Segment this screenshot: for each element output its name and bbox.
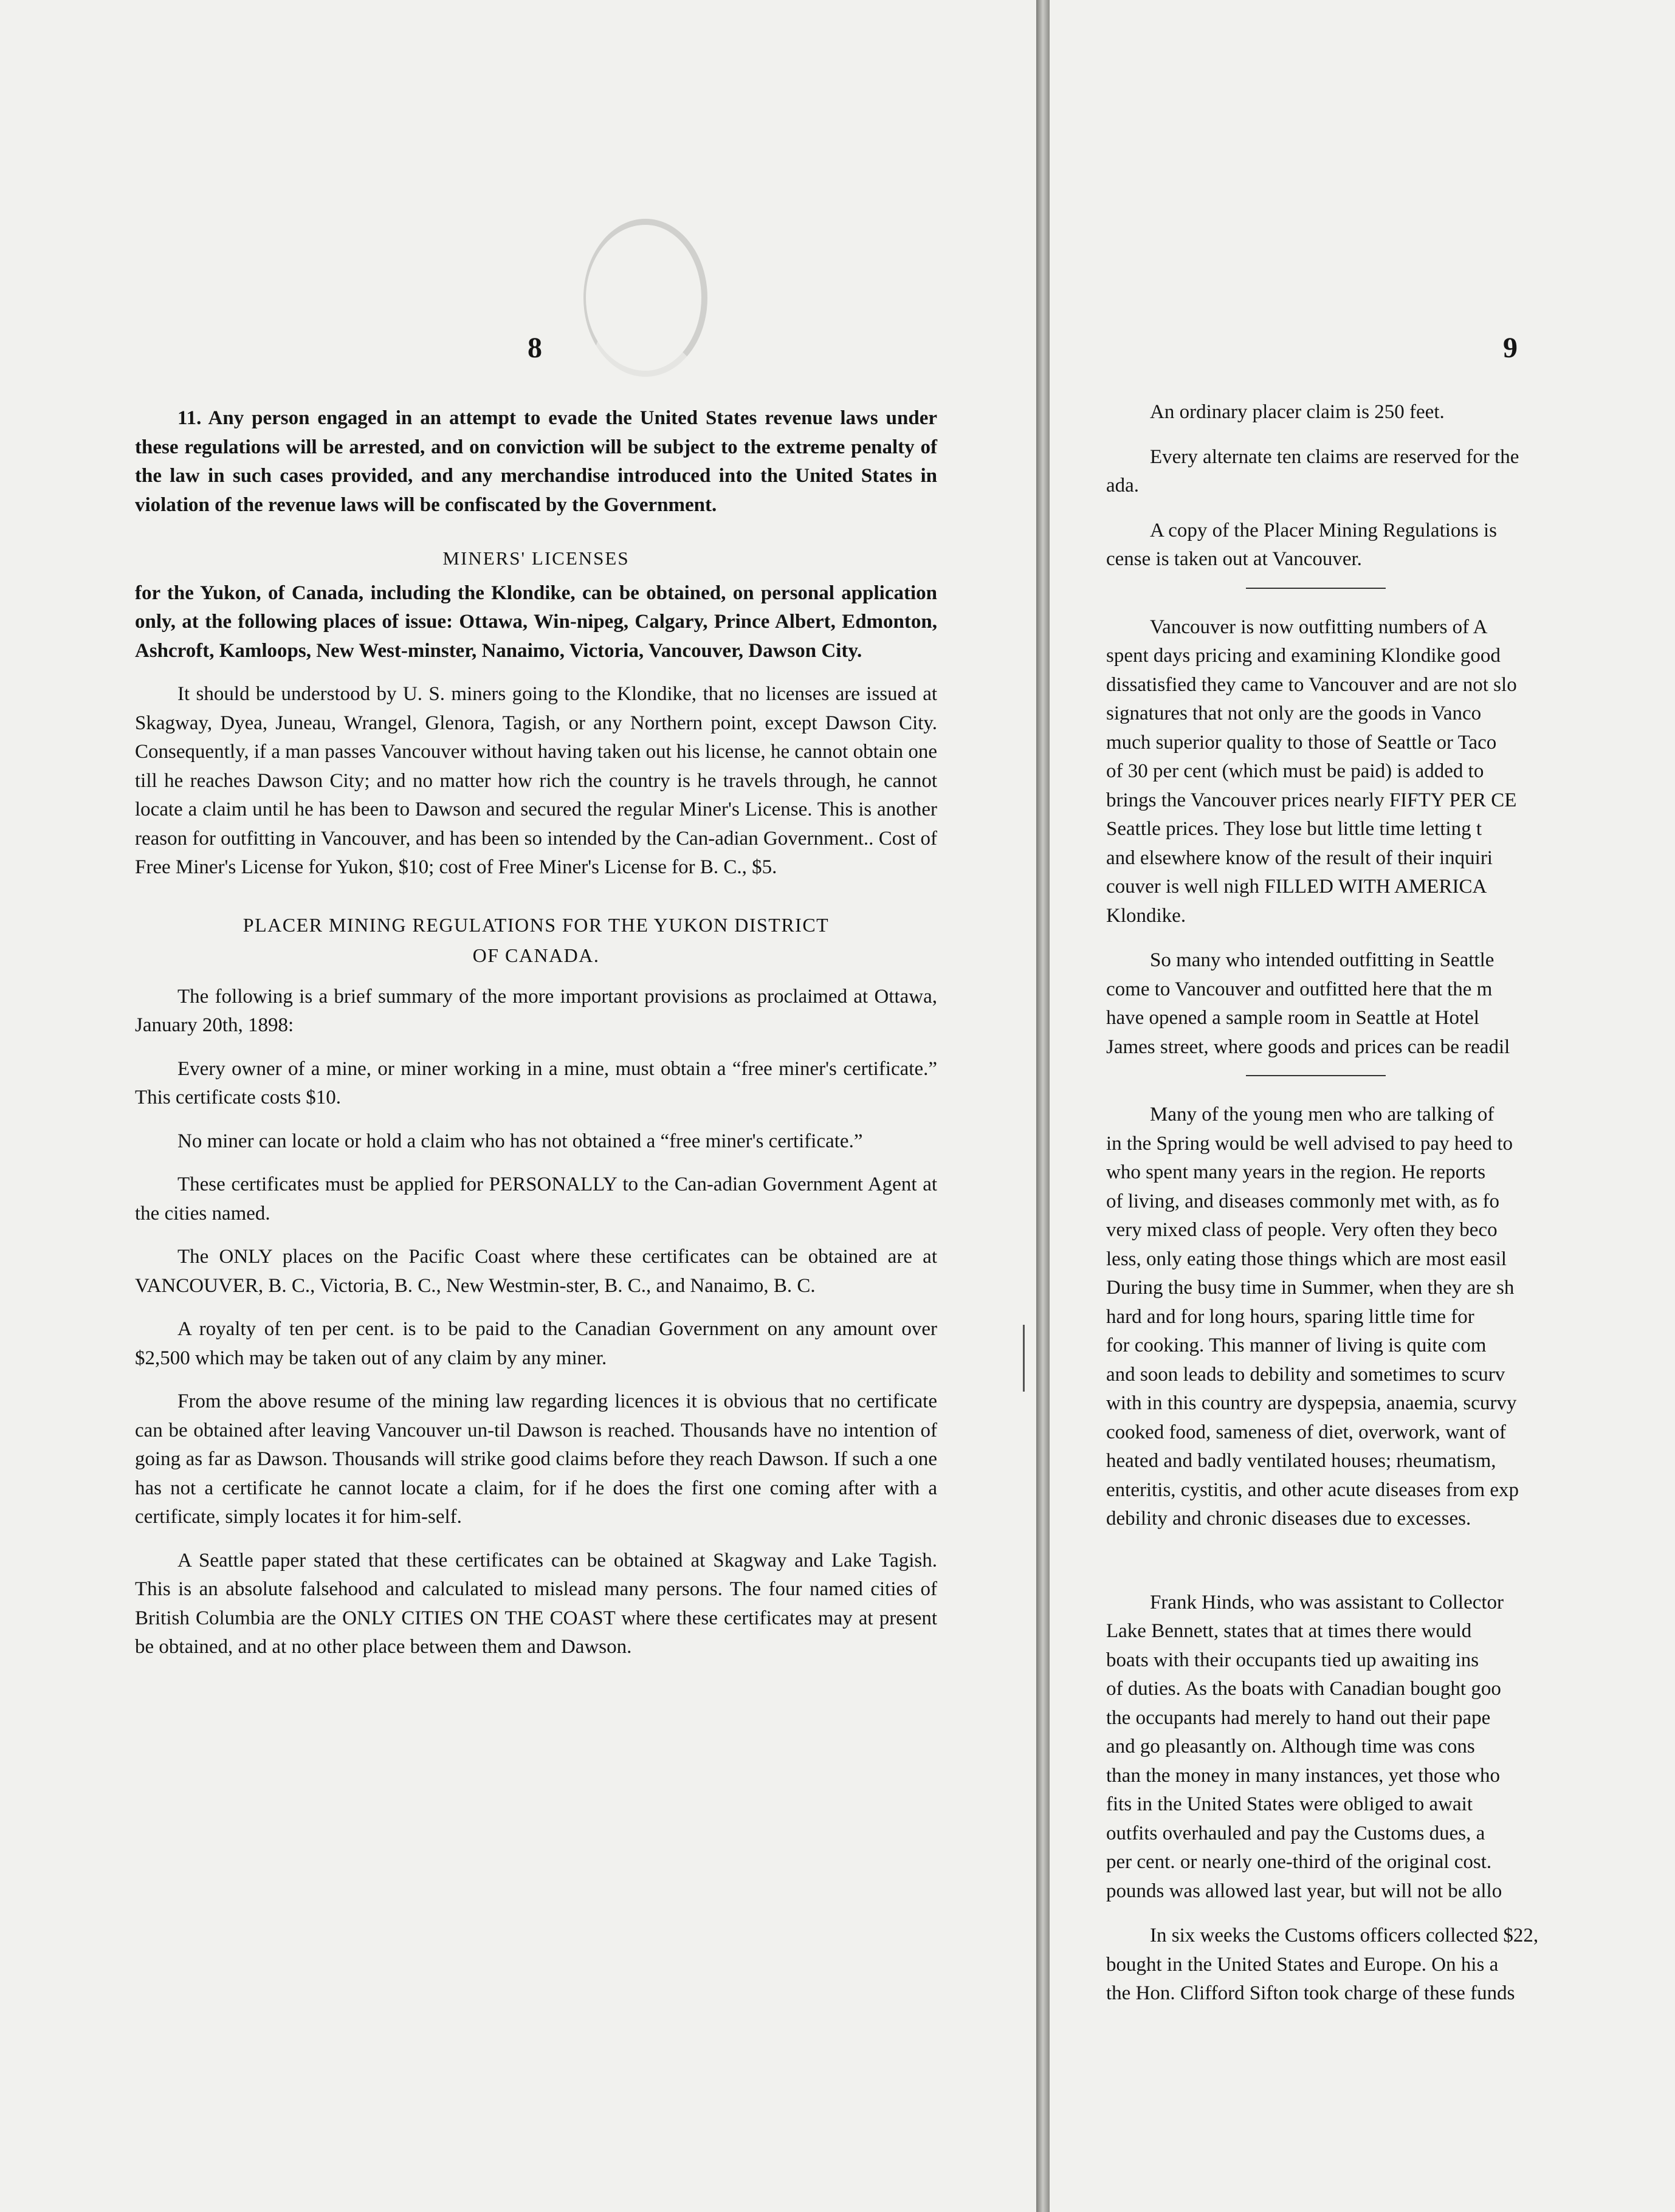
text-line: enteritis, cystitis, and other acute diseases from exp bbox=[1106, 1479, 1519, 1501]
text-line: present be obtained, and at no other place between them and Dawson. bbox=[135, 1607, 938, 1658]
text-line: 11. Any person engaged in an attempt to evade the United States bbox=[177, 407, 757, 429]
right-block-4 bbox=[1106, 1589, 1675, 2008]
placer-heading-line2: OF CANADA. bbox=[472, 944, 600, 966]
placer-heading bbox=[135, 910, 937, 970]
text-line: spent days pricing and examining Klondike good bbox=[1106, 645, 1501, 667]
placer-heading-line1: PLACER MINING REGULATIONS FOR THE YUKON DISTRICT bbox=[242, 913, 830, 936]
text-line: Many of the young men who are talking of bbox=[1150, 1104, 1494, 1125]
right-page-text bbox=[1106, 398, 1675, 2008]
text-line: obtain one till he reaches Dawson City; and no matter how rich the bbox=[135, 741, 938, 792]
page-number-left: 8 bbox=[528, 332, 542, 364]
text-line: for cooking. This manner of living is quite com bbox=[1106, 1334, 1487, 1356]
section-rule-2 bbox=[1246, 1075, 1386, 1076]
text-line: Dawson. Thousands will strike good claims before they reach Dawson. bbox=[256, 1448, 829, 1470]
text-line: in the Spring would be well advised to pay heed to bbox=[1106, 1132, 1513, 1155]
text-line: boats with their occupants tied up awaiting ins bbox=[1106, 1649, 1479, 1671]
text-line: the ONLY CITIES ON THE COAST where these certificates may at bbox=[311, 1607, 873, 1629]
summary-paragraph bbox=[135, 983, 937, 1040]
text-line: per cent. or nearly one-third of the original cost. bbox=[1106, 1851, 1492, 1873]
text-line: to mislead many persons. The four named cities of British Columbia are bbox=[135, 1578, 937, 1629]
text-line: obvious that no certificate can be obtained after leaving Vancouver un- bbox=[135, 1390, 938, 1441]
text-line: no licenses are issued at Skagway, Dyea, Juneau, Wrangel, Glenora, bbox=[135, 683, 938, 734]
miners-licenses-heading: MINERS' LICENSES bbox=[442, 548, 630, 569]
right-block-3 bbox=[1106, 1101, 1675, 1534]
text-line: heated and badly ventilated houses; rheumatism, bbox=[1106, 1450, 1496, 1472]
text-line: any miner. bbox=[521, 1347, 607, 1369]
text-line: will be subject to the extreme penalty of the law in such cases provided, bbox=[135, 436, 938, 487]
text-line: much superior quality to those of Seattle or Taco bbox=[1106, 731, 1497, 754]
text-line: with in this country are dyspepsia, anaemia, scurvy bbox=[1106, 1392, 1517, 1414]
right-block-2 bbox=[1106, 613, 1675, 1062]
royalty-paragraph bbox=[135, 1315, 937, 1373]
text-line: come to Vancouver and outfitted here that the m bbox=[1106, 978, 1493, 1000]
left-page-text bbox=[135, 404, 937, 1677]
text-line: a man passes Vancouver without having taken out his license, he cannot bbox=[271, 741, 848, 763]
page-stain bbox=[583, 219, 707, 377]
resume-paragraph bbox=[135, 1387, 937, 1532]
text-line: Klondike. bbox=[1106, 904, 1186, 927]
page-number-right: 9 bbox=[1503, 332, 1518, 364]
text-line: and elsewhere know of the result of their inquiri bbox=[1106, 847, 1493, 869]
text-line: signatures that not only are the goods in Vanco bbox=[1106, 702, 1482, 724]
text-line: The ONLY places on the Pacific Coast where these certificates can bbox=[177, 1246, 769, 1268]
understood-paragraph bbox=[135, 680, 937, 882]
text-line: If such a one has not a certificate he cannot locate a claim, for if he does bbox=[135, 1448, 938, 1499]
text-line: cooked food, sameness of diet, overwork, want of bbox=[1106, 1421, 1506, 1443]
text-line: on any amount over $2,500 which may be taken out of any claim by bbox=[135, 1318, 937, 1369]
text-line: to Dawson and secured the regular Miner's License. This is another bbox=[394, 799, 937, 820]
text-line: for the Yukon, of Canada, including the Klondike, can be obtained, on bbox=[135, 582, 754, 604]
text-line: the first one coming after with a certificate, simply locates it for him- bbox=[135, 1477, 937, 1528]
text-line: James street, where goods and prices can be readil bbox=[1106, 1036, 1510, 1058]
text-line: who spent many years in the region. He reports bbox=[1106, 1161, 1486, 1183]
text-line: So many who intended outfitting in Seattle bbox=[1150, 949, 1494, 971]
text-line: til Dawson is reached. Thousands have no intention of going as far as bbox=[135, 1419, 938, 1470]
text-line: of Free Miner's License for B. C., $5. bbox=[476, 856, 777, 878]
text-line: have opened a sample room in Seattle at Hotel bbox=[1106, 1007, 1479, 1029]
miners-licenses-text bbox=[135, 579, 937, 666]
text-line: Skagway and Lake Tagish. This is an absolute falsehood and calculated bbox=[135, 1549, 937, 1600]
text-line: be obtained are at VANCOUVER, B. C., Victoria, B. C., New Westmin- bbox=[135, 1246, 937, 1297]
seattle-paragraph bbox=[135, 1547, 937, 1662]
certificates-paragraph bbox=[135, 1170, 937, 1228]
text-line: and go pleasantly on. Although time was cons bbox=[1106, 1736, 1475, 1757]
text-line: couver is well nigh FILLED WITH AMERICA bbox=[1106, 876, 1487, 898]
text-line: cense is taken out at Vancouver. bbox=[1106, 548, 1362, 570]
text-line: as proclaimed at Ottawa, January 20th, 1898: bbox=[135, 985, 938, 1036]
text-line: than the money in many instances, yet those who bbox=[1106, 1764, 1500, 1787]
text-line: and any merchandise introduced into the United States in violation of bbox=[135, 465, 937, 516]
text-line: From the above resume of the mining law regarding licences it is bbox=[177, 1390, 717, 1412]
text-line: hard and for long hours, sparing little time for bbox=[1106, 1305, 1474, 1328]
text-line: A copy of the Placer Mining Regulations is bbox=[1150, 519, 1498, 541]
text-line: very mixed class of people. Very often they beco bbox=[1106, 1219, 1498, 1241]
section-spacer bbox=[1106, 1534, 1675, 1589]
text-line: nipeg, Calgary, Prince Albert, Edmonton, Ashcroft, Kamloops, New West- bbox=[135, 611, 937, 662]
text-line: adian Government.. Cost of Free Miner's License for Yukon, $10; cost bbox=[135, 827, 937, 878]
text-line: minster, Nanaimo, Victoria, Vancouver, Dawson City. bbox=[407, 639, 862, 662]
text-line: brings the Vancouver prices nearly FIFTY PER CE bbox=[1106, 789, 1517, 811]
no-miner-paragraph bbox=[135, 1127, 937, 1156]
text-line: the revenue laws will be confiscated by the Government. bbox=[236, 493, 717, 516]
text-line: These certificates must be applied for PERSONALLY to the Can- bbox=[177, 1173, 714, 1195]
text-line: The following is a brief summary of the more important provisions bbox=[177, 985, 728, 1008]
text-line: of 30 per cent (which must be paid) is added to bbox=[1106, 760, 1484, 782]
text-line: Seattle prices. They lose but little time letting t bbox=[1106, 818, 1482, 840]
text-line: Every alternate ten claims are reserved for the bbox=[1150, 445, 1519, 468]
text-line: fits in the United States were obliged to await bbox=[1106, 1793, 1473, 1815]
text-line: Lake Bennett, states that at times there would bbox=[1106, 1620, 1472, 1642]
text-line: and soon leads to debility and sometimes to scurv bbox=[1106, 1363, 1505, 1386]
text-line: of living, and diseases commonly met with, as fo bbox=[1106, 1190, 1500, 1212]
owner-paragraph bbox=[135, 1055, 937, 1113]
text-line: Tagish, or any Northern point, except Dawson City. Consequently, if bbox=[135, 712, 938, 763]
text-line: debility and chronic diseases due to excesses. bbox=[1106, 1508, 1471, 1530]
book-gutter bbox=[1036, 0, 1050, 2212]
text-line: adian Government Agent at the cities named. bbox=[135, 1173, 938, 1224]
text-line: pounds was allowed last year, but will not be allo bbox=[1106, 1880, 1502, 1902]
text-line: self. bbox=[428, 1506, 462, 1528]
text-line: A Seattle paper stated that these certificates can be obtained at bbox=[177, 1549, 706, 1571]
text-line: a “free miner's certificate.” This certificate costs $10. bbox=[135, 1057, 938, 1108]
text-line: ada. bbox=[1106, 475, 1140, 496]
text-line: In six weeks the Customs officers collected $22, bbox=[1150, 1925, 1539, 1946]
text-line: During the busy time in Summer, when they are sh bbox=[1106, 1277, 1515, 1299]
text-line: miner's certificate.” bbox=[705, 1130, 863, 1152]
text-line: No miner can locate or hold a claim who has not obtained a “free bbox=[177, 1130, 701, 1152]
text-line: of duties. As the boats with Canadian bought goo bbox=[1106, 1678, 1501, 1700]
text-line: less, only eating those things which are most easil bbox=[1106, 1248, 1507, 1270]
paragraph-11 bbox=[135, 404, 937, 520]
text-line: personal application only, at the following places of issue: Ottawa, Win- bbox=[135, 582, 937, 633]
text-line: It should be understood by U. S. miners going to the Klondike, that bbox=[177, 683, 733, 705]
text-line: the Hon. Clifford Sifton took charge of these funds bbox=[1106, 1982, 1515, 2004]
text-line: Frank Hinds, who was assistant to Collector bbox=[1150, 1591, 1504, 1613]
text-line: An ordinary placer claim is 250 feet. bbox=[1150, 401, 1445, 423]
right-block-1 bbox=[1106, 398, 1675, 574]
text-line: revenue laws under these regulations will be arrested, and on conviction bbox=[135, 407, 937, 458]
text-line: dissatisfied they came to Vancouver and are not slo bbox=[1106, 673, 1517, 696]
margin-mark bbox=[1023, 1325, 1025, 1392]
text-line: country is he travels through, he cannot locate a claim until he has been bbox=[135, 769, 938, 820]
text-line: A royalty of ten per cent. is to be paid to the Canadian Government bbox=[177, 1318, 760, 1340]
only-places-paragraph bbox=[135, 1243, 937, 1300]
text-line: bought in the United States and Europe. On his a bbox=[1106, 1953, 1499, 1976]
section-rule-1 bbox=[1246, 588, 1386, 589]
text-line: Every owner of a mine, or miner working in a mine, must obtain bbox=[177, 1057, 711, 1080]
text-line: reason for outfitting in Vancouver, and has been so intended by the Can- bbox=[135, 827, 715, 850]
text-line: outfits overhauled and pay the Customs dues, a bbox=[1106, 1822, 1485, 1844]
text-line: Vancouver is now outfitting numbers of A bbox=[1150, 616, 1488, 638]
text-line: the occupants had merely to hand out their pape bbox=[1106, 1706, 1491, 1729]
text-line: ster, B. C., and Nanaimo, B. C. bbox=[566, 1274, 816, 1297]
